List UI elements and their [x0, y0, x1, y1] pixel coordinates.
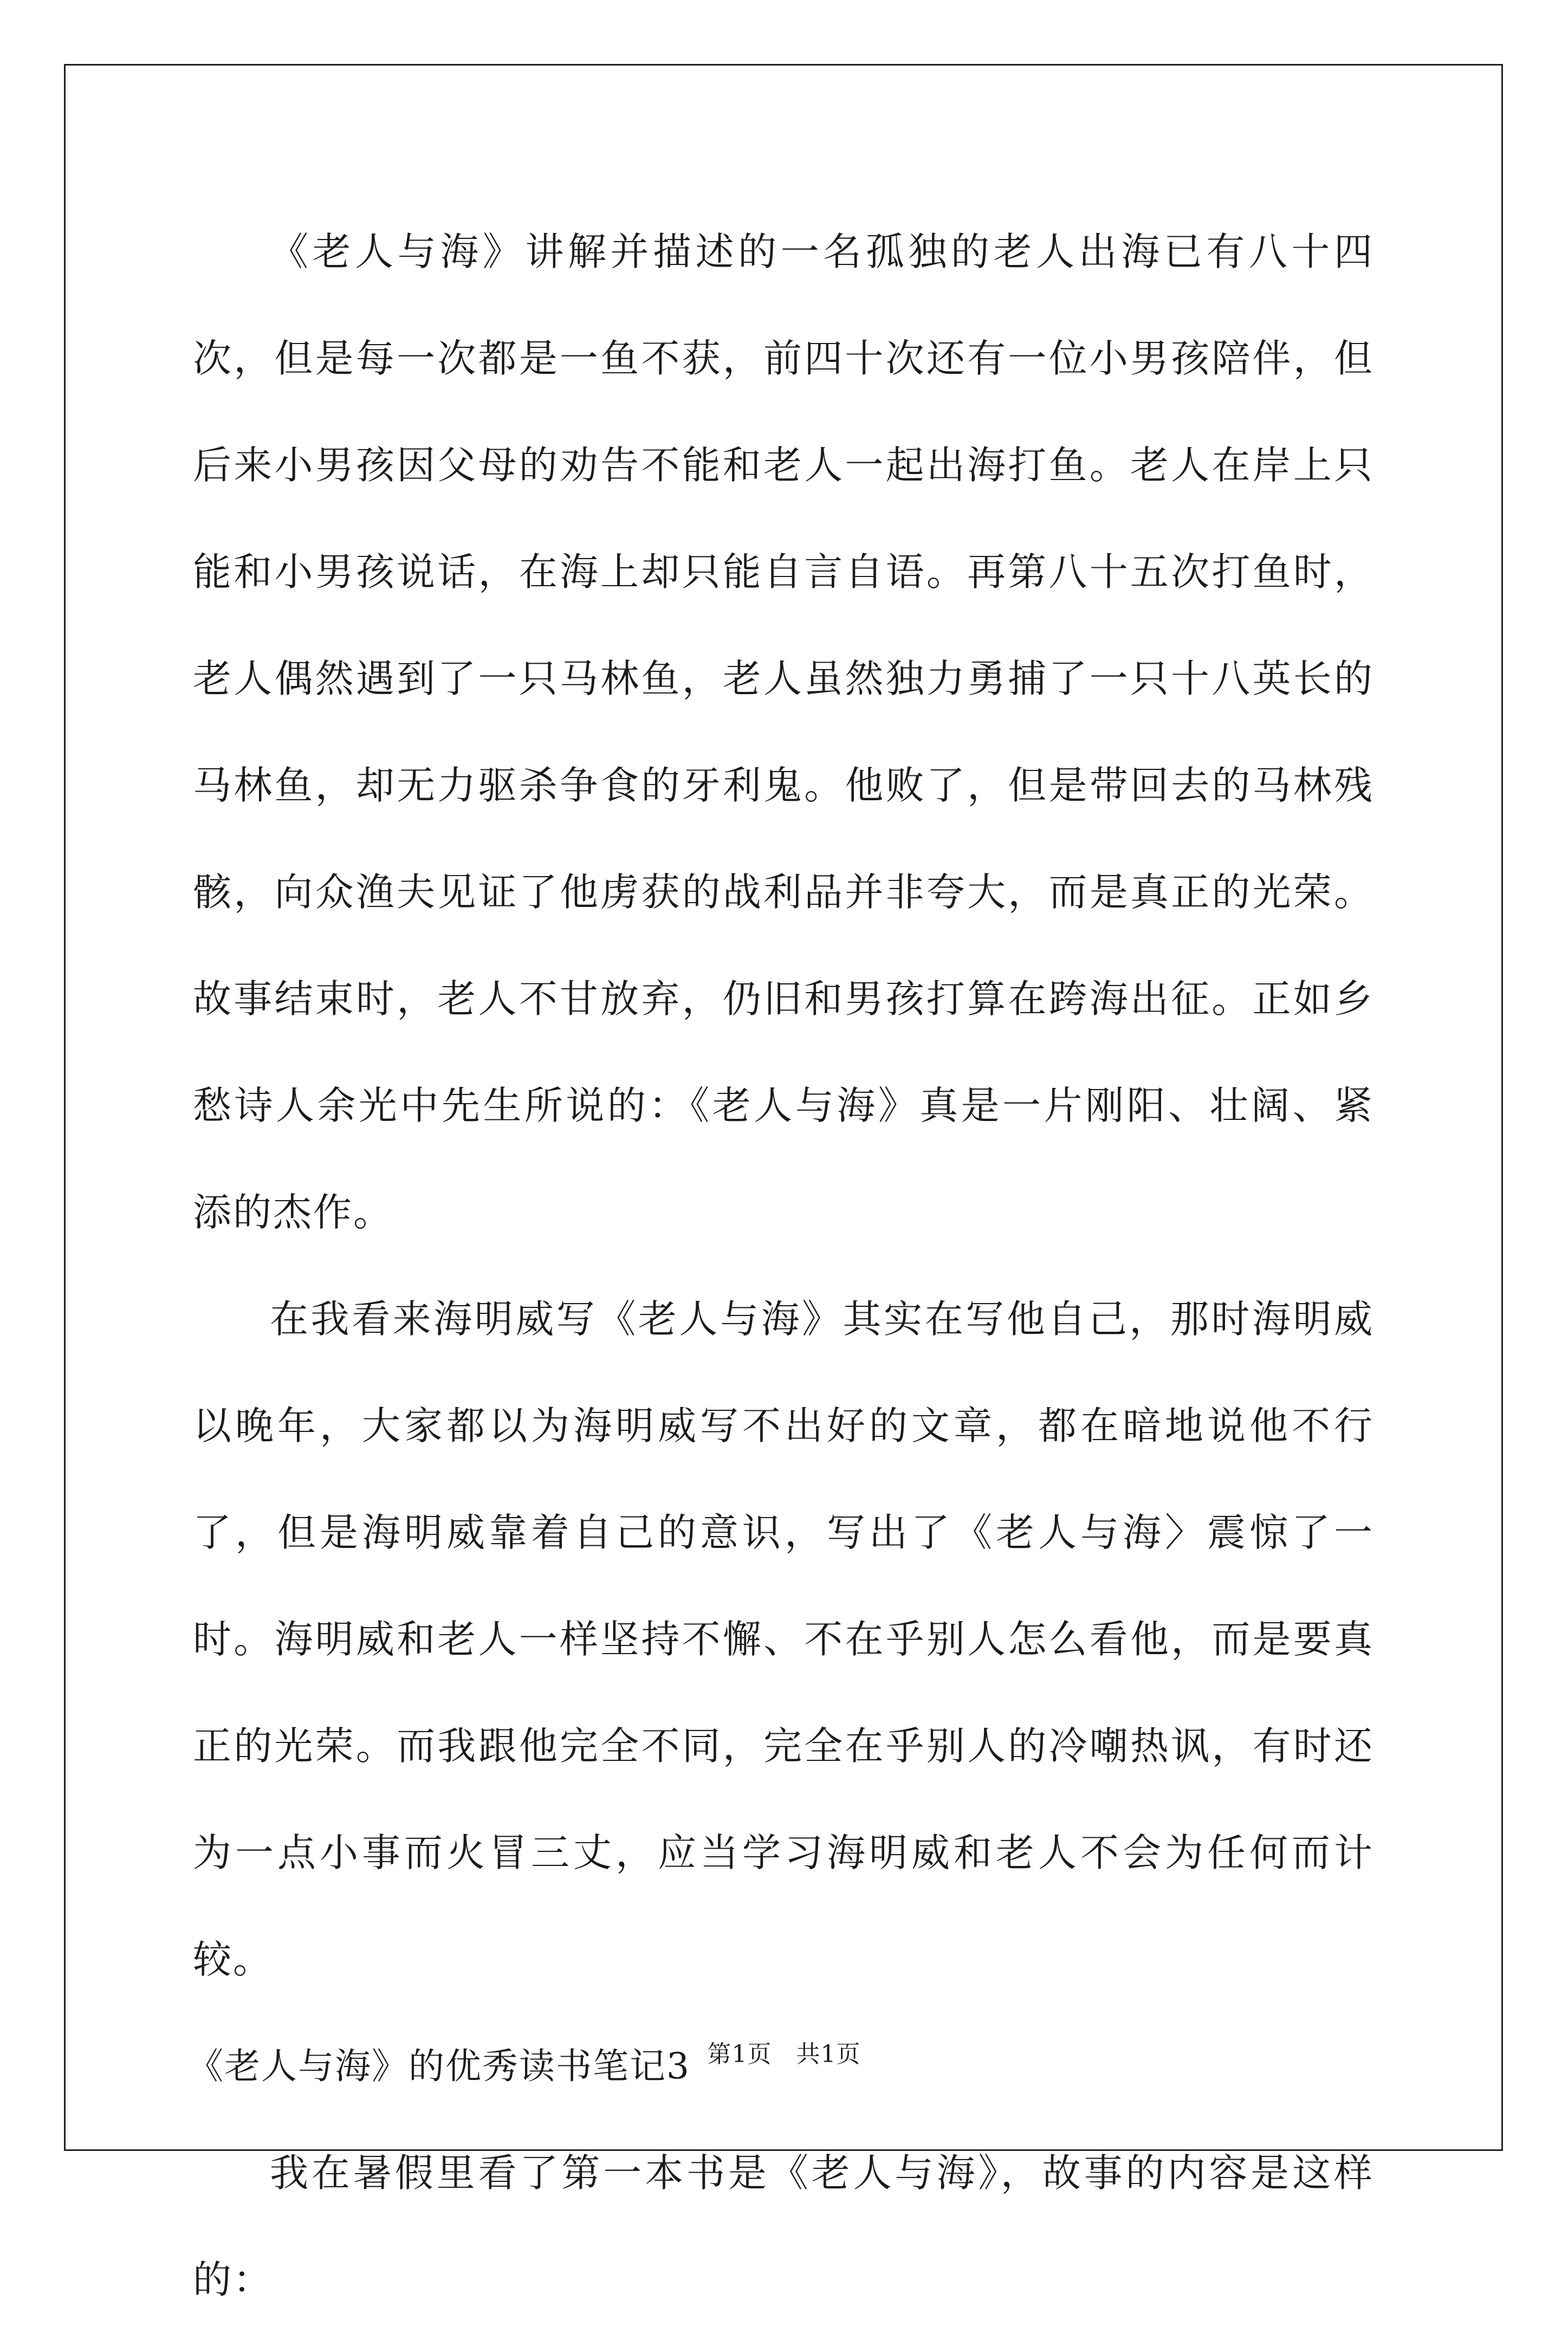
- document-body: [187, 198, 1374, 2333]
- page-footer: 第1页 共1页: [707, 2040, 861, 2068]
- paragraph-3: 我在暑假里看了第一本书是《老人与海》，故事的内容是这样的：: [193, 2150, 1374, 2302]
- paragraph-2: 在我看来海明威写《老人与海》其实在写他自己，那时海明威以晚年，大家都以为海明威写不出好的文章，都在暗地说他不行了，但是海明威靠着自己的意识，写出了《老人与海〉震惊了一时。海明威和老人一样坚持不懈、不在乎别人怎么看他，而是要真正的光荣。而我跟他完全不同，完全在乎别人的冷嘲热讽，有时还为一点小事而火冒三丈，应当学习海明威和老人不会为任何而计较。: [193, 1297, 1374, 1982]
- section-heading: 《老人与海》的优秀读书笔记3: [187, 2045, 690, 2087]
- paragraph-1: 《老人与海》讲解并描述的一名孤独的老人出海已有八十四次，但是每一次都是一鱼不获，前四十次还有一位小男孩陪伴，但后来小男孩因父母的劝告不能和老人一起出海打鱼。老人在岸上只能和小男孩说话，在海上却只能自言自语。再第八十五次打鱼时，老人偶然遇到了一只马林鱼，老人虽然独力勇捕了一只十八英长的马林鱼，却无力驱杀争食的牙利鬼。他败了，但是带回去的马林残骸，向众渔夫见证了他虏获的战利品并非夸大，而是真正的光荣。故事结束时，老人不甘放弃，仍旧和男孩打算在跨海出征。正如乡愁诗人余光中先生所说的：《老人与海》真是一片刚阳、壮阔、紧添的杰作。: [193, 229, 1374, 1235]
